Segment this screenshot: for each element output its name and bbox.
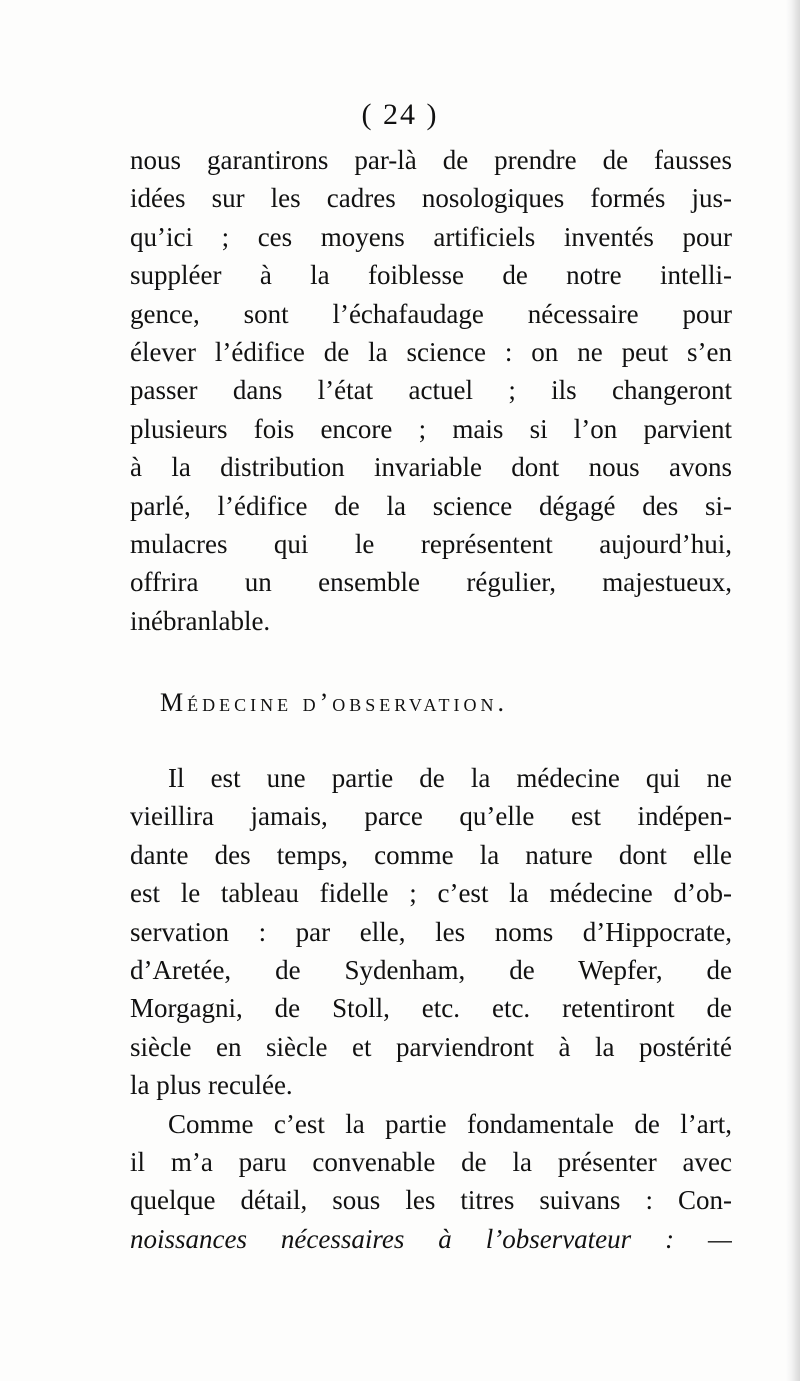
page-edge-shadow xyxy=(786,0,800,1381)
text-line: est le tableau fidelle ; c’est la médecine d’ob- xyxy=(130,878,732,909)
text-line: il m’a paru convenable de la présenter avec xyxy=(130,1146,732,1177)
text-line: Comme c’est la partie fondamentale de l’art, xyxy=(168,1108,732,1139)
text-line: élever l’édifice de la science : on ne peut s’en xyxy=(130,336,732,367)
text-line: la plus reculée. xyxy=(130,1070,293,1101)
text-line: mulacres qui le représentent aujourd’hui, xyxy=(130,528,732,559)
text-line: idées sur les cadres nosologiques formés jus- xyxy=(130,183,732,214)
text-line: quelque détail, sous les titres suivans : Con- xyxy=(130,1185,732,1216)
text-line: noissances nécessaires à l’observateur : — xyxy=(130,1223,732,1254)
paragraph-2-and-3 xyxy=(130,759,732,1258)
section-heading: Médecine d’observation. xyxy=(160,688,509,717)
text-line: gence, sont l’échafaudage nécessaire pour xyxy=(130,298,732,329)
text-line: passer dans l’état actuel ; ils changeront xyxy=(130,375,732,406)
text-line: qu’ici ; ces moyens artificiels inventés pour xyxy=(130,221,732,252)
text-line: offrira un ensemble régulier, majestueux, xyxy=(130,567,732,598)
text-line: dante des temps, comme la nature dont elle xyxy=(130,839,732,870)
text-line: Il est une partie de la médecine qui ne xyxy=(168,763,732,793)
text-line: plusieurs fois encore ; mais si l’on parvient xyxy=(130,413,732,444)
text-line: d’Aretée, de Sydenham, de Wepfer, de xyxy=(130,954,732,985)
text-line: inébranlable. xyxy=(130,605,271,636)
page-number: ( 24 ) xyxy=(361,98,439,131)
text-line: suppléer à la foiblesse de notre intelli- xyxy=(130,260,732,291)
text-line: siècle en siècle et parviendront à la postérité xyxy=(130,1031,732,1062)
text-line: Morgagni, de Stoll, etc. etc. retentiront de xyxy=(130,993,732,1024)
text-line: servation : par elle, les noms d’Hippocrate, xyxy=(130,916,732,947)
text-line: à la distribution invariable dont nous avons xyxy=(130,452,732,483)
text-line: parlé, l’édifice de la science dégagé des si- xyxy=(130,490,732,521)
text-line: vieillira jamais, parce qu’elle est indépen- xyxy=(130,801,732,832)
text-line: nous garantirons par-là de prendre de fausses xyxy=(130,145,732,175)
paragraph-1 xyxy=(130,141,732,640)
